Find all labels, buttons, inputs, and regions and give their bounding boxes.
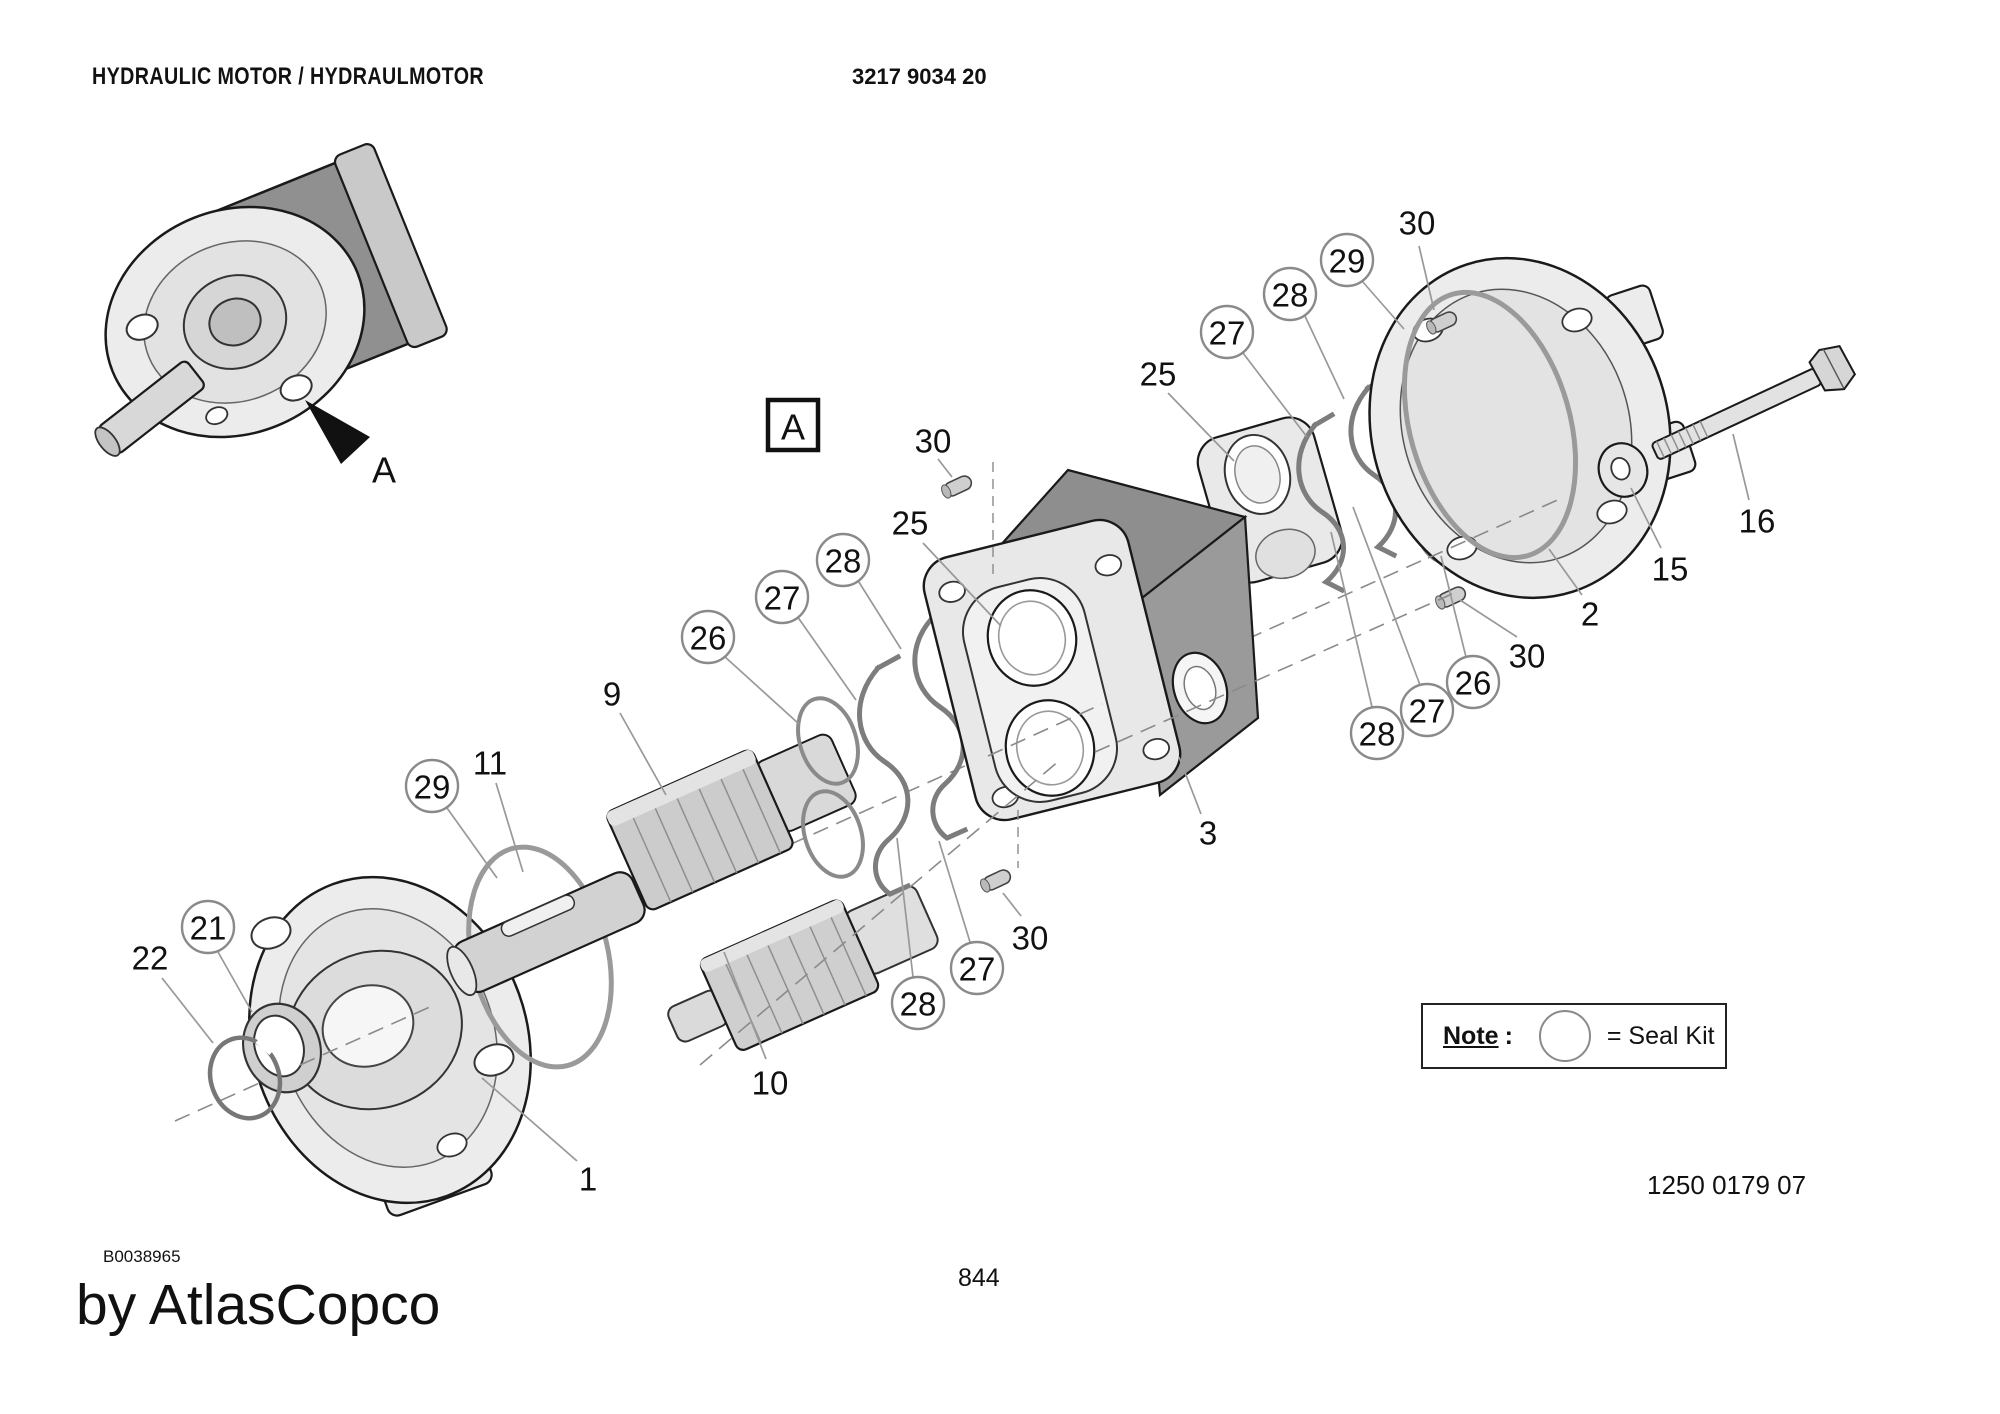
callout-28: [817, 534, 901, 649]
svg-text:27: 27: [763, 579, 801, 617]
svg-text:2: 2: [1580, 595, 1600, 633]
svg-text:27: 27: [958, 950, 996, 988]
dowel-pin-part-30: [979, 868, 1013, 894]
callout-29: [1321, 234, 1404, 329]
svg-text:3: 3: [1198, 814, 1218, 852]
svg-text:30: 30: [1011, 919, 1049, 957]
seal-kit-note-box: [1421, 1003, 1727, 1069]
callout-30: [915, 423, 952, 478]
svg-text:25: 25: [1139, 355, 1177, 393]
svg-text:28: 28: [899, 985, 937, 1023]
svg-text:29: 29: [1328, 242, 1366, 280]
seal-kit-circle-icon: [1539, 1010, 1591, 1062]
seal-part-27-front: [860, 657, 908, 894]
drawing-number: 1250 0179 07: [1647, 1170, 1807, 1200]
detail-box-label: A: [780, 406, 806, 448]
dowel-pin-part-30: [940, 474, 974, 500]
callout-22: [132, 940, 213, 1044]
svg-text:21: 21: [189, 909, 227, 947]
svg-text:26: 26: [1454, 664, 1492, 702]
svg-text:15: 15: [1651, 550, 1689, 588]
svg-text:22: 22: [131, 939, 169, 977]
drive-gear-part-9: [605, 717, 865, 912]
svg-text:30: 30: [1508, 637, 1546, 675]
svg-text:10: 10: [751, 1064, 789, 1102]
detail-arrow-label: A: [371, 449, 397, 491]
note-colon: :: [1504, 1021, 1513, 1050]
callout-3: [1179, 757, 1217, 852]
svg-text:9: 9: [602, 675, 622, 713]
detail-box-marker: [768, 400, 818, 450]
brand-watermark: by AtlasCopco: [76, 1273, 441, 1337]
svg-text:27: 27: [1408, 692, 1446, 730]
callout-28: [1264, 268, 1344, 399]
seal-kit-text: = Seal Kit: [1606, 1021, 1715, 1050]
svg-text:25: 25: [891, 504, 929, 542]
svg-text:30: 30: [1398, 204, 1436, 242]
pump-body-part-3: [917, 470, 1258, 826]
callout-27: [756, 571, 856, 700]
detail-arrow-icon: [305, 400, 370, 464]
callout-30: [1003, 893, 1048, 957]
callout-9: [603, 676, 666, 796]
svg-text:30: 30: [914, 422, 952, 460]
note-label: Note: [1443, 1021, 1499, 1050]
svg-text:28: 28: [1271, 276, 1309, 314]
svg-text:11: 11: [472, 744, 508, 782]
svg-text:28: 28: [1358, 715, 1396, 753]
svg-text:29: 29: [413, 768, 451, 806]
svg-text:28: 28: [824, 542, 862, 580]
figure-code: B0038965: [103, 1247, 181, 1266]
svg-text:27: 27: [1208, 314, 1246, 352]
page-title: HYDRAULIC MOTOR / HYDRAULMOTOR: [92, 63, 485, 90]
page-number: 844: [958, 1264, 1000, 1292]
assembled-motor-thumbnail: [71, 142, 449, 491]
assembly-part-number: 3217 9034 20: [852, 64, 987, 89]
svg-text:26: 26: [689, 619, 727, 657]
callout-27: [1201, 306, 1307, 437]
svg-text:16: 16: [1738, 502, 1776, 540]
callout-16: [1733, 434, 1775, 540]
callout-27: [939, 841, 1003, 994]
svg-text:1: 1: [578, 1160, 598, 1198]
callout-21: [182, 901, 252, 1012]
callout-26: [682, 611, 799, 724]
